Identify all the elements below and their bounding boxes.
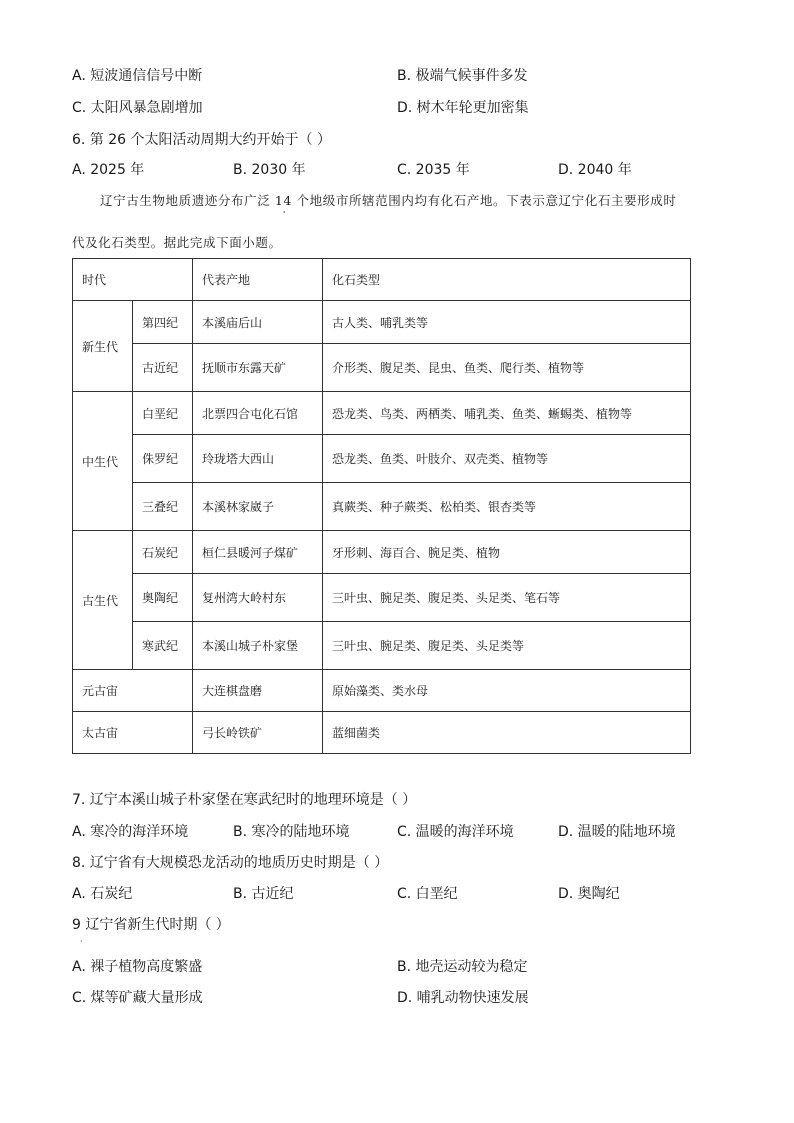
table-header-row xyxy=(73,259,691,301)
site-cell: 桓仁县暖河子煤矿 xyxy=(193,531,323,574)
q7-option-c: C. 温暖的海洋环境 xyxy=(397,824,514,840)
stray-mark: · xyxy=(80,937,83,946)
fossil-cell: 原始藻类、类水母 xyxy=(323,670,691,712)
site-cell: 玲珑塔大西山 xyxy=(193,435,323,483)
fossil-cell: 三叶虫、腕足类、腹足类、头足类等 xyxy=(323,622,691,670)
fossil-cell: 牙形刺、海百合、腕足类、植物 xyxy=(323,531,691,574)
period-cell: 侏罗纪 xyxy=(133,435,193,483)
table-row xyxy=(73,531,691,574)
site-cell: 本溪山城子朴家堡 xyxy=(193,622,323,670)
intro-line-1: 辽宁古生物地质遗迹分布广泛 14 个地级市所辖范围内均有化石产地。下表示意辽宁化石主要形成时 xyxy=(100,193,677,208)
era-mesozoic: 中生代 xyxy=(73,392,133,531)
q6-stem: 6. 第 26 个太阳活动周期大约开始于（ ） xyxy=(72,132,331,148)
site-cell: 本溪林家崴子 xyxy=(193,483,323,531)
fossil-cell: 恐龙类、鸟类、两栖类、哺乳类、鱼类、蜥蜴类、植物等 xyxy=(323,392,691,435)
table-row xyxy=(73,435,691,483)
q7-option-a: A. 寒冷的海洋环境 xyxy=(72,824,189,840)
table-row xyxy=(73,670,691,712)
era-archean: 太古宙 xyxy=(73,712,193,754)
table-row xyxy=(73,622,691,670)
era-paleozoic: 古生代 xyxy=(73,531,133,670)
table-row xyxy=(73,712,691,754)
table-row xyxy=(73,344,691,392)
period-cell: 三叠纪 xyxy=(133,483,193,531)
q6-option-b: B. 2030 年 xyxy=(233,162,306,178)
q5-option-c: C. 太阳风暴急剧增加 xyxy=(72,100,203,116)
q5-option-d: D. 树木年轮更加密集 xyxy=(397,100,529,116)
header-era: 时代 xyxy=(73,259,193,301)
site-cell: 大连棋盘磨 xyxy=(193,670,323,712)
table-row xyxy=(73,301,691,344)
site-cell: 北票四合屯化石馆 xyxy=(193,392,323,435)
q5-option-b: B. 极端气候事件多发 xyxy=(397,68,528,84)
q9-option-a: A. 裸子植物高度繁盛 xyxy=(72,959,203,975)
q7-option-b: B. 寒冷的陆地环境 xyxy=(233,824,350,840)
site-cell: 弓长岭铁矿 xyxy=(193,712,323,754)
fossil-cell: 恐龙类、鱼类、叶肢介、双壳类、植物等 xyxy=(323,435,691,483)
q7-option-d: D. 温暖的陆地环境 xyxy=(558,824,676,840)
era-proterozoic: 元古宙 xyxy=(73,670,193,712)
fossil-cell: 蓝细菌类 xyxy=(323,712,691,754)
site-cell: 复州湾大岭村东 xyxy=(193,574,323,622)
q8-option-d: D. 奥陶纪 xyxy=(558,886,620,902)
q8-option-c: C. 白垩纪 xyxy=(397,886,458,902)
table-row xyxy=(73,574,691,622)
header-site: 代表产地 xyxy=(193,259,323,301)
q7-stem: 7. 辽宁本溪山城子朴家堡在寒武纪时的地理环境是（ ） xyxy=(72,792,417,808)
q8-option-a: A. 石炭纪 xyxy=(72,886,133,902)
era-cenozoic: 新生代 xyxy=(73,301,133,392)
q8-stem: 8. 辽宁省有大规模恐龙活动的地质历史时期是（ ） xyxy=(72,855,389,871)
q6-option-a: A. 2025 年 xyxy=(72,162,145,178)
q9-option-c: C. 煤等矿藏大量形成 xyxy=(72,990,203,1006)
period-cell: 古近纪 xyxy=(133,344,193,392)
q9-option-b: B. 地壳运动较为稳定 xyxy=(397,959,528,975)
header-fossil: 化石类型 xyxy=(323,259,691,301)
q9-stem: 9 辽宁省新生代时期（ ） xyxy=(72,917,230,933)
period-cell: 寒武纪 xyxy=(133,622,193,670)
fossil-cell: 介形类、腹足类、昆虫、鱼类、爬行类、植物等 xyxy=(323,344,691,392)
q5-option-a: A. 短波通信信号中断 xyxy=(72,68,203,84)
fossil-table xyxy=(72,258,691,754)
q6-option-c: C. 2035 年 xyxy=(397,162,470,178)
fossil-cell: 真蕨类、种子蕨类、松柏类、银杏类等 xyxy=(323,483,691,531)
table-row xyxy=(73,483,691,531)
period-cell: 白垩纪 xyxy=(133,392,193,435)
fossil-cell: 古人类、哺乳类等 xyxy=(323,301,691,344)
table-row xyxy=(73,392,691,435)
period-cell: 第四纪 xyxy=(133,301,193,344)
stray-mark: ' xyxy=(283,210,286,219)
q9-option-d: D. 哺乳动物快速发展 xyxy=(397,990,529,1006)
period-cell: 奥陶纪 xyxy=(133,574,193,622)
period-cell: 石炭纪 xyxy=(133,531,193,574)
site-cell: 本溪庙后山 xyxy=(193,301,323,344)
q6-option-d: D. 2040 年 xyxy=(558,162,632,178)
fossil-cell: 三叶虫、腕足类、腹足类、头足类、笔石等 xyxy=(323,574,691,622)
site-cell: 抚顺市东露天矿 xyxy=(193,344,323,392)
q8-option-b: B. 古近纪 xyxy=(233,886,294,902)
intro-line-2: 代及化石类型。据此完成下面小题。 xyxy=(72,235,282,250)
